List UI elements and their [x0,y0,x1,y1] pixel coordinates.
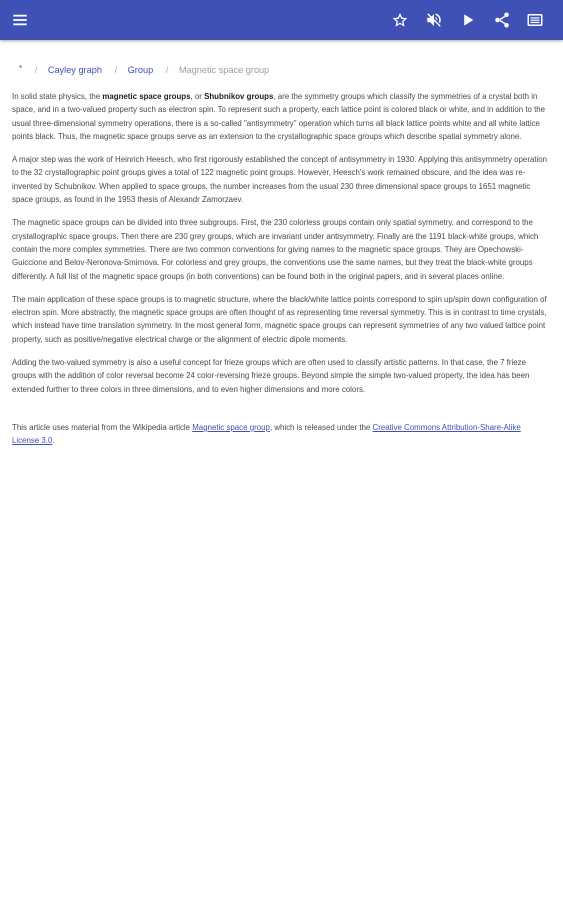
breadcrumb-current: Magnetic space group [178,65,270,75]
paragraph-history: A major step was the work of Heinrich Heesch, who first rigorously established the concept of antisymmetry in 1930. Applying this antisymmetry operation to the 32 crystallographic point groups gives a total of 122 magnetic point groups. However, Heesch's work remained obscure, and the idea was re-invented by Schubnikov. When applied to space groups, the number increases from the usual 230 three dimensional space groups to 1651 magnetic space groups, as found in the 1953 thesis of Alexandr Zamorzaev. [12,155,548,205]
paragraph-intro: In solid state physics, the magnetic space groups, or Shubnikov groups, are the symmetry groups which classify the symmetries of a crystal both in space, and in a two-valued property such as electron spin. To represent such a property, each lattice point is colored black or white, and in addition to the usual three-dimensional symmetry operations, there is a so-called "antisymmetry" operation which turns all black lattice points white and all white lattice points black. Thus, the magnetic space groups serve as an extension to the crystallographic space groups which describe spatial symmetry alone. [12,92,546,141]
bookmark-button[interactable] [388,8,412,32]
star-icon [391,11,409,29]
volume-off-icon [425,11,443,29]
breadcrumb-separator: / [165,65,169,75]
bold-term: Shubnikov groups [204,92,274,101]
paragraph-frieze-groups: Adding the two-valued symmetry is also a useful concept for frieze groups which are often used to classify artistic patterns. In that case, the 7 frieze groups with the addition of color reversal become 24 color-reversing frieze groups. Beyond simple the simple two-valued property, the idea has been extended further to three colors in three dimensions, and to even higher dimensions and more colors. [12,358,530,394]
bold-term: magnetic space groups [102,92,191,101]
play-button[interactable] [456,8,480,32]
share-button[interactable] [490,8,514,32]
share-icon [493,11,511,29]
wikipedia-article-link[interactable]: Magnetic space group [192,422,270,432]
contents-button[interactable] [523,8,547,32]
breadcrumb [19,64,269,77]
license-link[interactable]: Creative Commons Attribution-Share-Alike License 3.0 [12,422,521,446]
breadcrumb-home[interactable]: * [19,64,23,73]
menu-button[interactable] [8,8,32,32]
mute-button[interactable] [422,8,446,32]
app-bar [0,0,563,40]
hamburger-menu-icon [11,11,29,29]
breadcrumb-link-group[interactable]: Group [127,65,154,75]
play-icon [459,11,477,29]
breadcrumb-separator: / [34,65,38,75]
breadcrumb-link-cayley-graph[interactable]: Cayley graph [47,65,102,75]
attribution-note: This article uses material from the Wikipedia article Magnetic space group, which is released under the Creative Commons Attribution-Share-Alike License 3.0. [12,422,521,446]
article-body [12,90,550,458]
list-icon [526,11,544,29]
breadcrumb-separator: / [114,65,118,75]
paragraph-subgroups: The magnetic space groups can be divided into three subgroups. First, the 230 colorless groups contain only spatial symmetry, and correspond to the crystallographic space groups. Then there are 230 grey groups, which are invariant under antisymmetry. Finally are the 1191 black-white groups, which contain the more complex symmetries. There are two common conventions for giving names to the magnetic space groups. They are Opechowski-Guiccione and Belov-Neronova-Smirnova. For colorless and grey groups, the conventions use the same names, but they treat the black-white groups differently. A full list of the magnetic space groups (in both conventions) can be found both in the original papers, and in several places online. [12,218,539,281]
paragraph-applications: The main application of these space groups is to magnetic structure, where the black/white lattice points correspond to spin up/spin down configuration of electron spin. More abstractly, the magnetic space groups are often thought of as representing time reversal symmetry. This is in contrast to time crystals, which instead have time translation symmetry. In the most general form, magnetic space groups can represent symmetries of any two valued lattice point property, such as positive/negative electrical charge or the alignment of electric dipole moments. [12,294,547,344]
